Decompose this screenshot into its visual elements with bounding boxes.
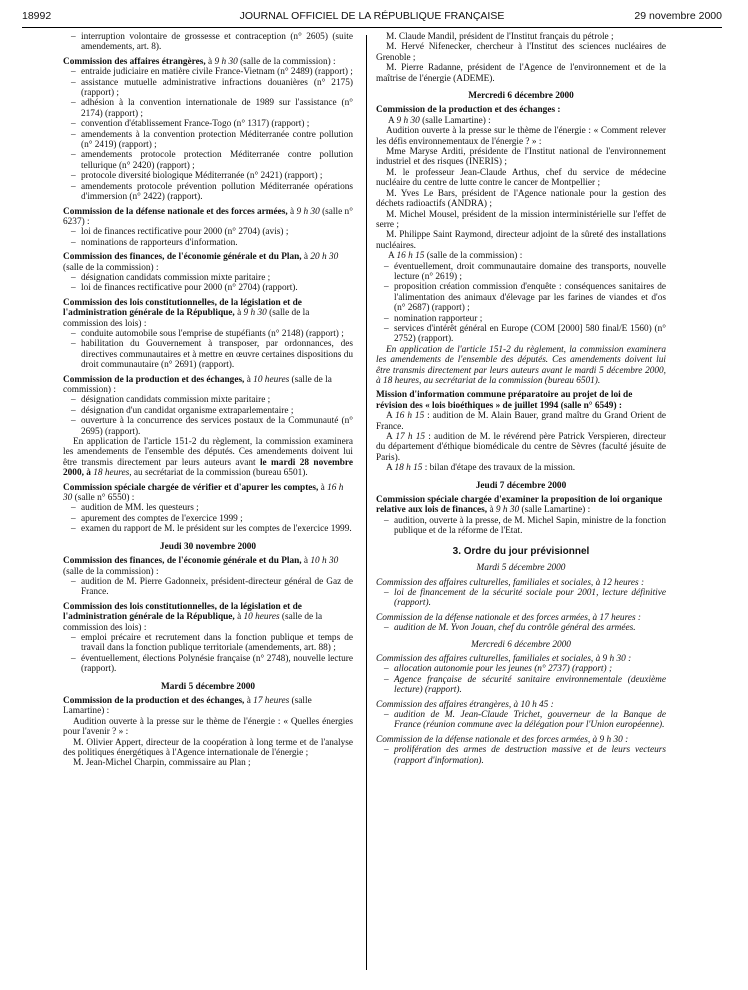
list-item: – audition de MM. les questeurs ; bbox=[71, 503, 353, 513]
list-item: – éventuellement, élections Polynésie française (n° 2748), nouvelle lecture (rapport). bbox=[71, 654, 353, 675]
committee-heading: Commission des finances, de l'économie générale et du Plan, à 20 h 30 (salle de la commission) : bbox=[63, 252, 339, 273]
day-heading: Jeudi 7 décembre 2000 bbox=[475, 480, 567, 491]
list-item: – amendements protocole protection Méditerranée contre pollution tellurique (n° 2420) (rapport) ; bbox=[71, 150, 353, 171]
agenda-list bbox=[376, 262, 666, 345]
body-paragraph: M. Jean-Michel Charpin, commissaire au Plan ; bbox=[73, 758, 251, 769]
committee-heading: Commission des affaires culturelles, familiales et sociales, à 12 heures : bbox=[376, 577, 645, 588]
column-divider bbox=[366, 35, 367, 970]
committee-heading: Commission des finances, de l'économie générale et du Plan, à 10 h 30 (salle de la commission) : bbox=[63, 556, 339, 577]
list-item: – Agence française de sécurité sanitaire environnementale (deuxième lecture) (rapport). bbox=[384, 675, 666, 696]
body-paragraph: Mme Maryse Arditi, présidente de l'Institut national de l'environnement industriel et des risques (INERIS) ; bbox=[376, 147, 666, 168]
list-item: – audition de M. Yvon Jouan, chef du contrôle général des armées. bbox=[384, 623, 666, 633]
day-heading: Jeudi 30 novembre 2000 bbox=[159, 541, 257, 552]
day-heading: Mercredi 6 décembre 2000 bbox=[471, 639, 571, 650]
list-item: – amendements à la convention protection Méditerranée contre pollution (n° 2419) (rapport) ; bbox=[71, 130, 353, 151]
list-item: – audition, ouverte à la presse, de M. Michel Sapin, ministre de la fonction publique et de la réforme de l'Etat. bbox=[384, 516, 666, 537]
committee-heading: Commission des affaires étrangères, à 10 h 45 : bbox=[376, 699, 554, 710]
agenda-list bbox=[376, 664, 666, 695]
list-item: – convention d'établissement France-Togo (n° 1317) (rapport) ; bbox=[71, 119, 353, 129]
body-paragraph: M. Philippe Saint Raymond, directeur adjoint de la sûreté des installations nucléaires. bbox=[376, 230, 666, 251]
section-title: 3. Ordre du jour prévisionnel bbox=[452, 545, 590, 557]
list-item: – proposition création commission d'enquête : conséquences sanitaires de l'alimentation des animaux d'élevage par les farines de viandes et d'os (n° 2687) (rapport) ; bbox=[384, 282, 666, 313]
list-item: – loi de finances rectificative pour 2000 (n° 2704) (rapport). bbox=[71, 283, 353, 293]
list-item: – nomination rapporteur ; bbox=[384, 314, 666, 324]
body-paragraph: A 17 h 15 : audition de M. le révérend père Patrick Verspieren, directeur du département d'éthique biomédicale du centre de Sèvres (faculté jésuite de Paris). bbox=[376, 432, 666, 463]
committee-heading: Commission de la production et des échanges, à 10 heures (salle de la commission) : bbox=[63, 374, 332, 395]
body-paragraph: M. Pierre Radanne, président de l'Agence de l'environnement et de la maîtrise de l'énergie (ADEME). bbox=[376, 63, 666, 84]
session-time: A 16 h 15 (salle de la commission) : bbox=[388, 251, 523, 262]
body-paragraph: M. Hervé Nifenecker, chercheur à l'Institut des sciences nucléaires de Grenoble ; bbox=[376, 42, 666, 63]
agenda-list bbox=[376, 588, 666, 609]
committee-heading: Commission des affaires culturelles, familiales et sociales, à 9 h 30 : bbox=[376, 653, 632, 664]
amendment-note: En application de l'article 151-2 du règlement, la commission examinera les amendements de l'ensemble des députés. Ces amendements doivent lui être transmis directement par leurs auteurs avant le mardi 28 novembre 2000, à 18 heures, au secrétariat de la commission (bureau 6501). bbox=[63, 437, 353, 479]
list-item: – protocole diversité biologique Méditerranée (n° 2421) (rapport) ; bbox=[71, 171, 353, 181]
list-item: – assistance mutuelle administrative infractions douanières (n° 2175) (rapport) ; bbox=[71, 78, 353, 99]
agenda-list bbox=[376, 710, 666, 731]
agenda-list bbox=[376, 623, 666, 633]
body-paragraph: Audition ouverte à la presse sur le thème de l'énergie : « Comment relever les défis environnementaux de l'énergie ? » : bbox=[376, 126, 666, 147]
committee-heading: Commission des lois constitutionnelles, de la législation et de l'administration générale de la République, à 10 heures (salle de la commission des lois) : bbox=[63, 601, 323, 633]
intro-list bbox=[63, 32, 353, 53]
page-number: 18992 bbox=[22, 10, 52, 22]
list-item: – loi de finances rectificative pour 2000 (n° 2704) (avis) ; bbox=[71, 227, 353, 237]
body-paragraph: M. Claude Mandil, président de l'Institut français du pétrole ; bbox=[386, 32, 614, 42]
list-item: – désignation candidats commission mixte paritaire ; bbox=[71, 273, 353, 283]
committee-heading: Commission spéciale chargée de vérifier et d'apurer les comptes, à 16 h 30 (salle n° 6550) : bbox=[63, 482, 344, 504]
agenda-list bbox=[63, 577, 353, 598]
list-item: – emploi précaire et recrutement dans la fonction publique et temps de travail dans la fonction publique territoriale (amendements, art. 88) ; bbox=[71, 633, 353, 654]
committee-heading: Commission de la production et des échanges : bbox=[376, 105, 561, 116]
right-column bbox=[376, 32, 666, 766]
journal-title: JOURNAL OFFICIEL DE LA RÉPUBLIQUE FRANÇAISE bbox=[239, 10, 505, 22]
list-item: – entraide judiciaire en matière civile France-Vietnam (n° 2489) (rapport) ; bbox=[71, 67, 353, 77]
body-paragraph: M. le professeur Jean-Claude Arthus, chef du service de médecine nucléaire du centre de lutte contre le cancer de Montpellier ; bbox=[376, 167, 666, 189]
agenda-list bbox=[376, 516, 666, 537]
committee-heading: Commission spéciale chargée d'examiner la proposition de loi organique relative aux lois de finances, à 9 h 30 (salle Lamartine) : bbox=[376, 495, 663, 516]
session-time: A 9 h 30 (salle Lamartine) : bbox=[388, 115, 491, 126]
committee-heading: Commission des affaires étrangères, à 9 h 30 (salle de la commission) : bbox=[63, 56, 336, 67]
committee-heading: Commission de la défense nationale et des forces armées, à 9 h 30 : bbox=[376, 734, 629, 745]
list-item: – amendements protocole prévention pollution Méditerranée opérations d'immersion (n° 2422) (rapport). bbox=[71, 182, 353, 203]
list-item: – habilitation du Gouvernement à transposer, par ordonnances, des directives communautaires et à mettre en œuvre certaines dispositions du droit communautaire (n° 2691) (rapport). bbox=[71, 339, 353, 370]
list-item: – conduite automobile sous l'emprise de stupéfiants (n° 2148) (rapport) ; bbox=[71, 329, 353, 339]
list-item: – audition de M. Jean-Claude Trichet, gouverneur de la Banque de France (réunion commune avec la délégation pour l'Union européenne). bbox=[384, 710, 666, 731]
agenda-list bbox=[63, 633, 353, 675]
agenda-list bbox=[63, 273, 353, 294]
list-item: – apurement des comptes de l'exercice 1999 ; bbox=[71, 514, 353, 524]
list-item: – ouverture à la concurrence des services postaux de la Communauté (n° 2695) (rapport). bbox=[71, 416, 353, 437]
list-item: – loi de financement de la sécurité sociale pour 2001, lecture définitive (rapport). bbox=[384, 588, 666, 609]
agenda-list bbox=[376, 745, 666, 766]
list-item: – éventuellement, droit communautaire domaine des transports, nouvelle lecture (n° 2619) ; bbox=[384, 262, 666, 283]
body-paragraph: Audition ouverte à la presse sur le thème de l'énergie : « Quelles énergies pour l'avenir ? » : bbox=[63, 716, 353, 738]
list-item: – examen du rapport de M. le président sur les comptes de l'exercice 1999. bbox=[71, 524, 353, 534]
day-heading: Mercredi 6 décembre 2000 bbox=[468, 91, 574, 102]
body-paragraph: A 18 h 15 : bilan d'étape des travaux de la mission. bbox=[386, 463, 576, 474]
issue-date: 29 novembre 2000 bbox=[634, 10, 722, 22]
agenda-list bbox=[63, 395, 353, 437]
body-paragraph: M. Olivier Appert, directeur de la coopération à long terme et de l'analyse des politiques énergétiques à l'Agence internationale de l'énergie ; bbox=[63, 737, 353, 758]
list-item: – services d'intérêt général en Europe (COM [2000] 580 final/E 1560) (n° 2752) (rapport). bbox=[384, 324, 666, 345]
list-item: – nominations de rapporteurs d'information. bbox=[71, 238, 353, 248]
list-item: – prolifération des armes de destruction massive et de leurs vecteurs (rapport d'information). bbox=[384, 745, 666, 766]
header-rule bbox=[22, 27, 722, 28]
list-item: – allocation autonomie pour les jeunes (n° 2737) (rapport) ; bbox=[384, 664, 666, 674]
body-paragraph: M. Yves Le Bars, président de l'Agence nationale pour la gestion des déchets radioactifs (ANDRA) ; bbox=[376, 188, 666, 210]
list-item: – audition de M. Pierre Gadonneix, président-directeur général de Gaz de France. bbox=[71, 577, 353, 598]
committee-heading: Commission de la défense nationale et des forces armées, à 9 h 30 (salle n° 6237) : bbox=[63, 206, 353, 227]
committee-heading: Commission de la production et des échanges, à 17 heures (salle Lamartine) : bbox=[63, 695, 312, 717]
committee-heading: Commission des lois constitutionnelles, de la législation et de l'administration générale de la République, à 9 h 30 (salle de la commission des lois) : bbox=[63, 297, 310, 329]
list-item: – interruption volontaire de grossesse et contraception (n° 2605) (suite amendements, art. 8). bbox=[71, 32, 353, 53]
body-paragraph: M. Michel Mousel, président de la mission interministérielle sur l'effet de serre ; bbox=[376, 209, 666, 230]
agenda-list bbox=[63, 503, 353, 534]
day-heading: Mardi 5 décembre 2000 bbox=[476, 563, 566, 574]
mission-heading: Mission d'information commune préparatoire au projet de loi de révision des « lois bioéthiques » de juillet 1994 (salle n° 6549) : bbox=[376, 390, 633, 411]
day-heading: Mardi 5 décembre 2000 bbox=[160, 681, 256, 692]
agenda-list bbox=[63, 227, 353, 248]
list-item: – adhésion à la convention internationale de 1989 sur l'assistance (n° 2174) (rapport) ; bbox=[71, 98, 353, 119]
list-item: – désignation candidats commission mixte paritaire ; bbox=[71, 395, 353, 405]
list-item: – désignation d'un candidat organisme extraparlementaire ; bbox=[71, 406, 353, 416]
body-paragraph: A 16 h 15 : audition de M. Alain Bauer, grand maître du Grand Orient de France. bbox=[376, 411, 666, 432]
agenda-list bbox=[63, 67, 353, 202]
agenda-list bbox=[63, 329, 353, 371]
amendment-note: En application de l'article 151-2 du règlement, la commission examinera les amendements de l'ensemble des députés. Ces amendements doivent lui être transmis directement par leurs auteurs avant le mardi 5 décembre 2000, à 18 heures, au secrétariat de la commission (bureau 6501). bbox=[376, 344, 666, 386]
left-column bbox=[63, 32, 353, 769]
committee-heading: Commission de la défense nationale et des forces armées, à 17 heures : bbox=[376, 612, 642, 623]
